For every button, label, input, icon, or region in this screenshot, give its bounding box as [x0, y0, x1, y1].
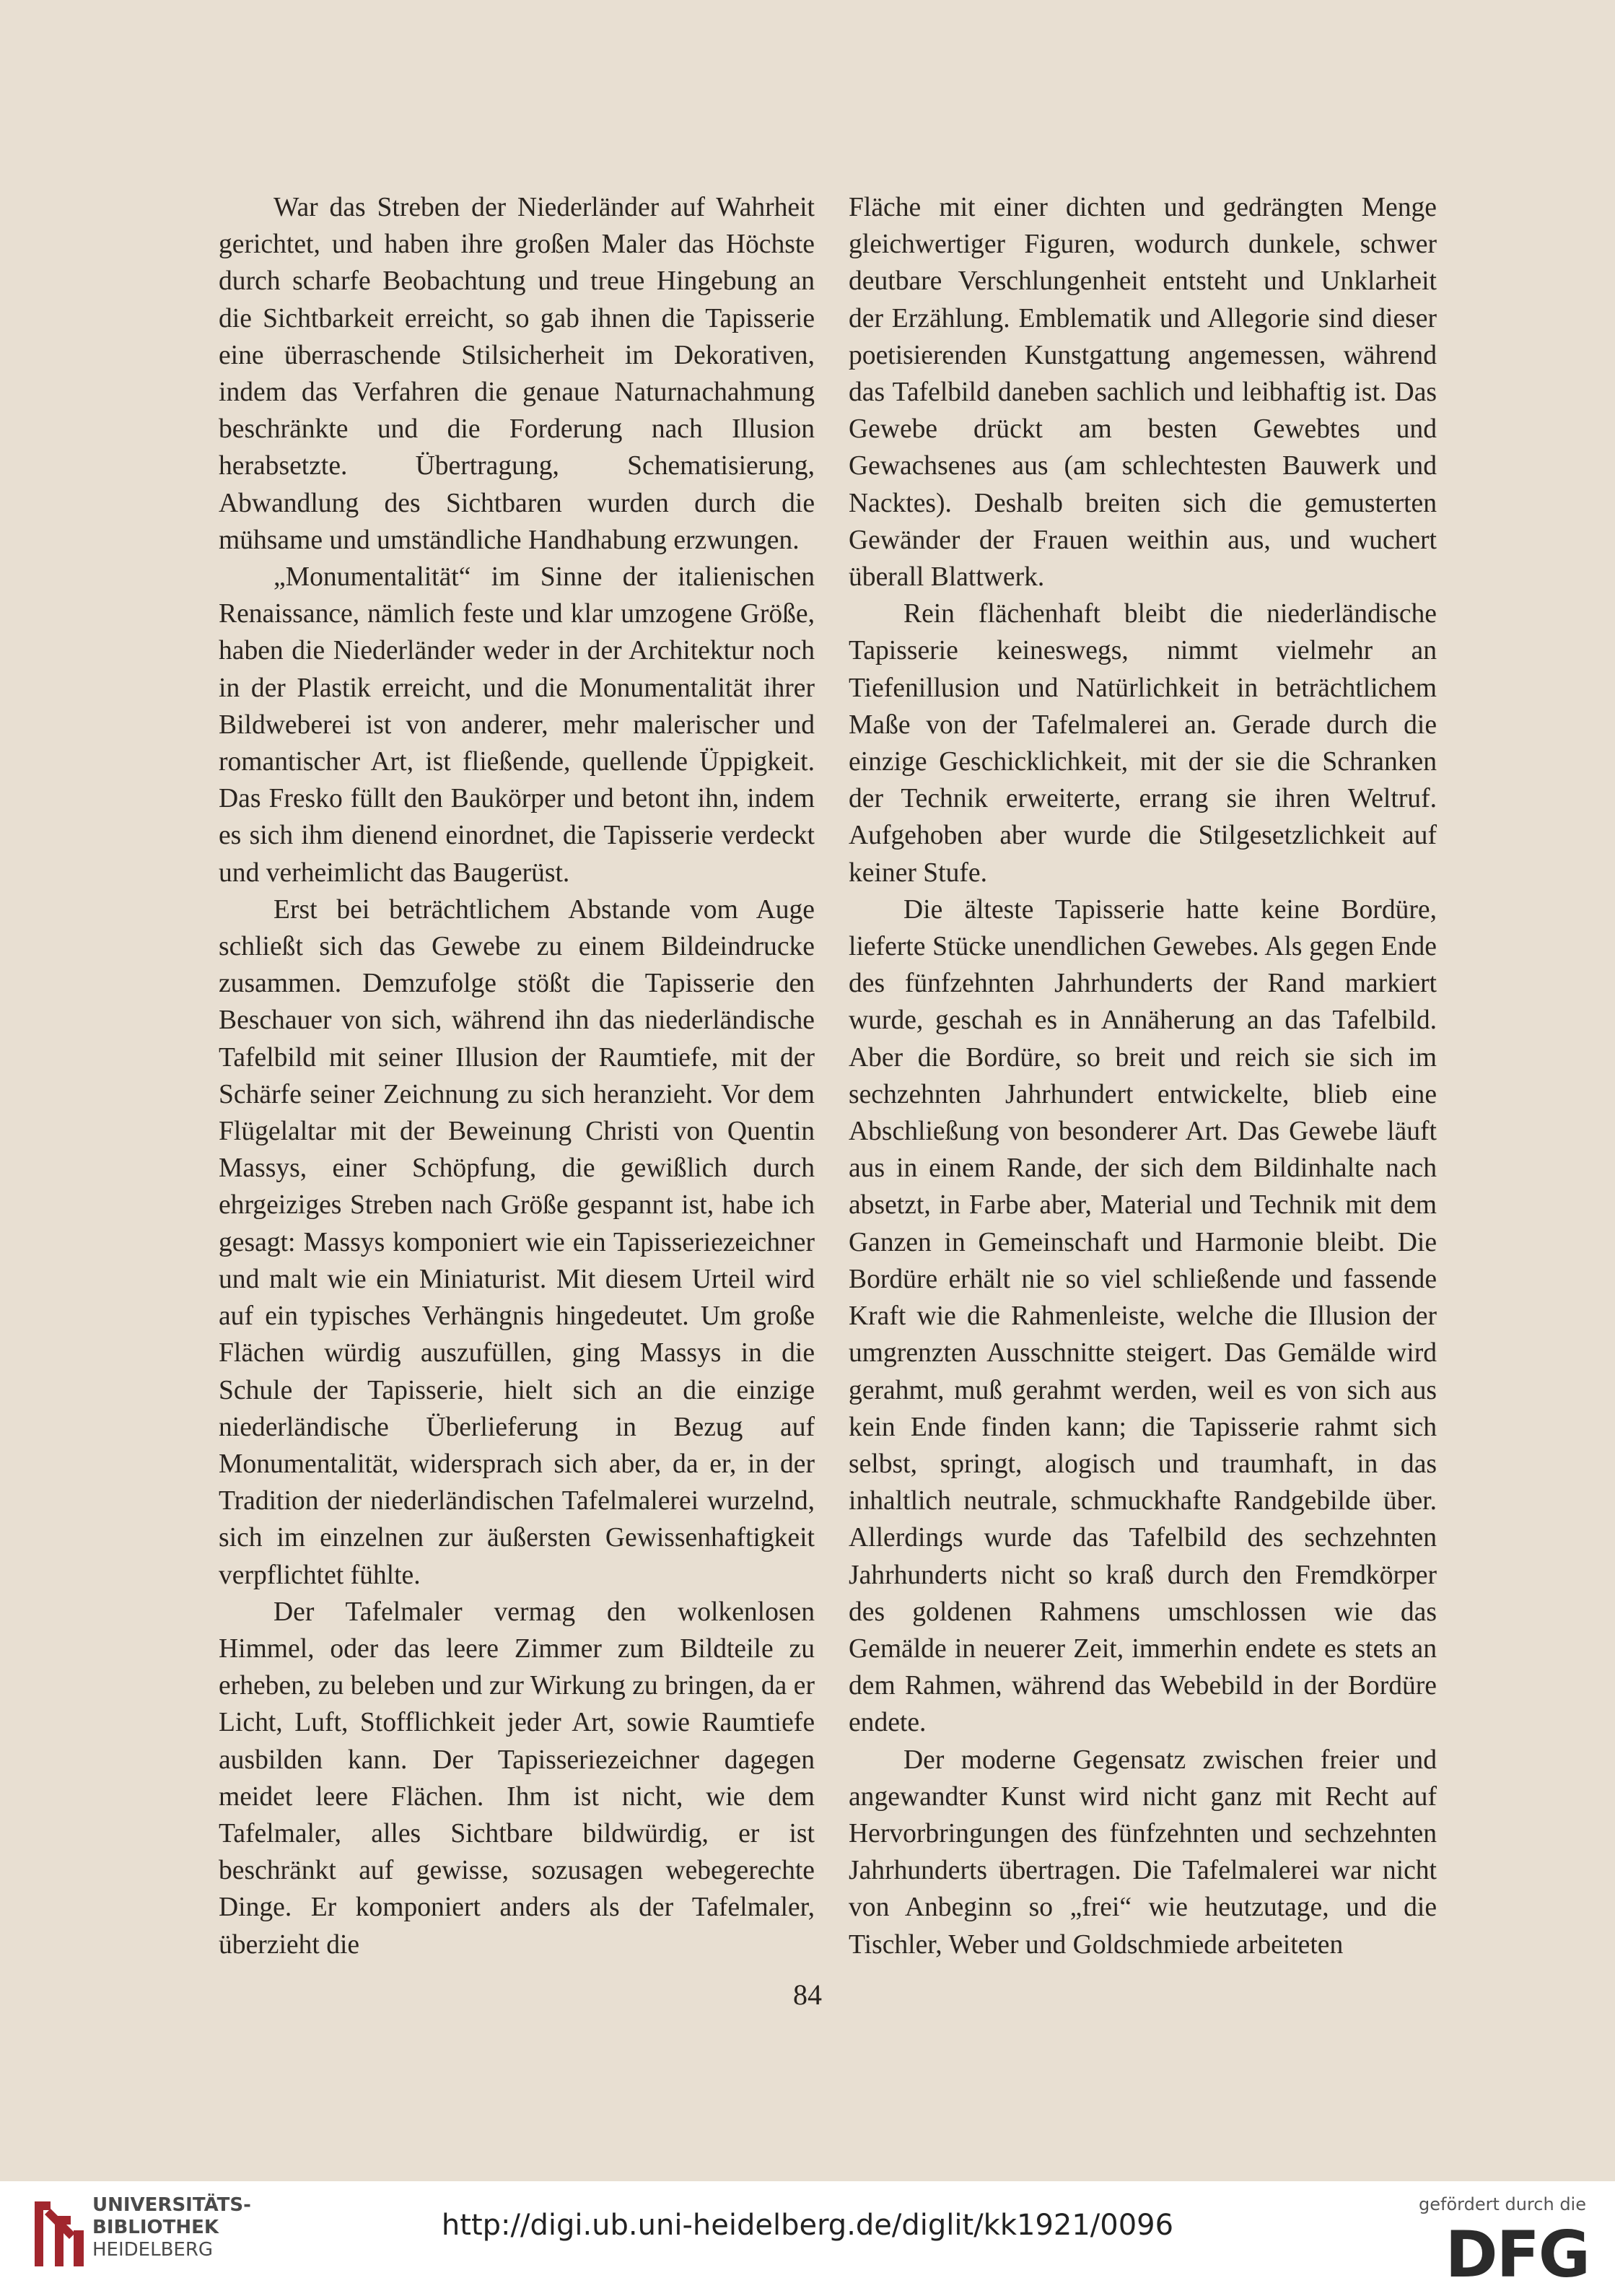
paragraph: Rein flächenhaft bleibt die niederländische Tapisserie keineswegs, nimmt vielmehr an Tiefenillusion und Natürlichkeit in beträchtlichem Maße von der Tafelmalerei an. Gerade durch die einzige Geschicklichkeit, mit der sie die Schranken der Technik erweiterte, errang sie ihren Weltruf. Aufgehoben aber wurde die Stilgesetzlichkeit auf keiner Stufe.: [849, 599, 1437, 888]
paragraph: Erst bei beträchtlichem Abstande vom Auge schließt sich das Gewebe zu einem Bildeindrucke zusammen. Demzufolge stößt die Tapisserie den Beschauer von sich, während ihn das niederländische Tafelbild mit seiner Illusion der Raumtiefe, mit der Schärfe seiner Zeichnung zu sich heranzieht. Vor dem Flügelaltar mit der Beweinung Christi von Quentin Massys, einer Schöpfung, die gewißlich durch ehrgeiziges Streben nach Größe gespannt ist, habe ich gesagt: Massys komponiert wie ein Tapisseriezeichner und malt wie ein Miniaturist. Mit diesem Urteil wird auf ein typisches Verhängnis hingedeutet. Um große Flächen würdig auszufüllen, ging Massys in die Schule der Tapisserie, hielt sich an die einzige niederländische Überlieferung in Bezug auf Monumentalität, widersprach sich aber, da er, in der Tradition der niederländischen Tafelmalerei wurzelnd, sich im einzelnen zur äußersten Gewissenhaftigkeit verpflichtet fühlte.: [219, 894, 815, 1590]
paragraph: Fläche mit einer dichten und gedrängten Menge gleichwertiger Figuren, wodurch dunkele, schwer deutbare Verschlungenheit entsteht und Unklarheit der Erzählung. Emblematik und Allegorie sind dieser poetisierenden Kunstgattung angemessen, während das Tafelbild daneben sachlich und leibhaftig ist. Das Gewebe drückt am besten Gewebtes und Gewachsenes aus (am schlechtesten Bauwerk und Nacktes). Deshalb breiten sich die gemusterten Gewänder der Frauen weithin aus, und wuchert überall Blattwerk.: [849, 193, 1437, 593]
library-name-line: BIBLIOTHEK: [92, 2217, 219, 2238]
funded-by-label: gefördert durch die: [1419, 2194, 1586, 2214]
paragraph: War das Streben der Niederländer auf Wahrheit gerichtet, und haben ihre großen Maler das Höchste durch scharfe Beobachtung und treue Hingebung an die Sichtbarkeit erreicht, so gab ihnen die Tapisserie eine überraschende Stilsicherheit im Dekorativen, indem das Verfahren die genaue Naturnachahmung beschränkte und die Forderung nach Illusion herabsetzte. Übertragung, Schematisierung, Abwandlung des Sichtbaren wurden durch die mühsame und umständliche Handhabung erzwungen.: [219, 193, 815, 555]
left-text-column: [219, 189, 815, 1963]
paragraph: Der moderne Gegensatz zwischen freier und angewandter Kunst wird nicht ganz mit Recht auf Hervorbringungen des fünfzehnten und sechzehnten Jahrhunderts übertragen. Die Tafelmalerei war nicht von Anbeginn so „frei“ wie heutzutage, und die Tischler, Weber und Goldschmiede arbeiteten: [849, 1745, 1437, 1960]
library-name-line: HEIDELBERG: [92, 2239, 214, 2261]
dfg-logo: DFG: [1445, 2217, 1589, 2292]
page-number: 84: [793, 1978, 822, 2011]
library-name-line: UNIVERSITÄTS-: [92, 2194, 251, 2216]
paragraph: Der Tafelmaler vermag den wolkenlosen Himmel, oder das leere Zimmer zum Bildteile zu erheben, zu beleben und zur Wirkung zu bringen, da er Licht, Luft, Stofflichkeit jeder Art, sowie Raumtiefe ausbilden kann. Der Tapisseriezeichner dagegen meidet leere Flächen. Ihm ist nicht, wie dem Tafelmaler, alles Sichtbare bildwürdig, er ist beschränkt auf gewisse, sozusagen webegerechte Dinge. Er komponiert anders als der Tafelmaler, überzieht die: [219, 1597, 815, 1960]
permalink-url[interactable]: http://digi.ub.uni-heidelberg.de/diglit/kk1921/0096: [441, 2209, 1174, 2242]
paragraph: Die älteste Tapisserie hatte keine Bordüre, lieferte Stücke unendlichen Gewebes. Als gegen Ende des fünfzehnten Jahrhunderts der Rand markiert wurde, geschah es in Annäherung an das Tafelbild. Aber die Bordüre, so breit und reich sie sich im sechzehnten Jahrhundert entwickelte, blieb eine Abschließung von besonderer Art. Das Gewebe läuft aus in einem Rande, der sich dem Bildinhalte nach absetzt, in Farbe aber, Material und Technik mit dem Ganzen in Gemeinschaft und Harmonie bleibt. Die Bordüre erhält nie so viel schließende und fassende Kraft wie die Rahmenleiste, welche die Illusion der umgrenzten Ausschnitte steigert. Das Gemälde wird gerahmt, muß gerahmt werden, weil es von sich aus kein Ende finden kann; die Tapisserie rahmt sich selbst, springt, alogisch und traumhaft, in das inhaltlich neutrale, schmuckhafte Randgebilde über. Allerdings wurde das Tafelbild des sechzehnten Jahrhunderts nicht so kraß durch den Fremdkörper des goldenen Rahmens umschlossen wie das Gemälde in neuerer Zeit, immerhin endete es stets an dem Rahmen, während das Webebild in der Bordüre endete.: [849, 894, 1437, 1738]
paragraph: „Monumentalität“ im Sinne der italienischen Renaissance, nämlich feste und klar umzogene Größe, haben die Niederländer weder in der Architektur noch in der Plastik erreicht, und die Monumentalität ihrer Bildweberei ist von anderer, mehr malerischer und romantischer Art, ist fließende, quellende Üppigkeit. Das Fresko füllt den Baukörper und betont ihn, indem es sich ihm dienend einordnet, die Tapisserie verdeckt und verheimlicht das Baugerüst.: [219, 562, 815, 888]
right-text-column: [849, 189, 1437, 1963]
